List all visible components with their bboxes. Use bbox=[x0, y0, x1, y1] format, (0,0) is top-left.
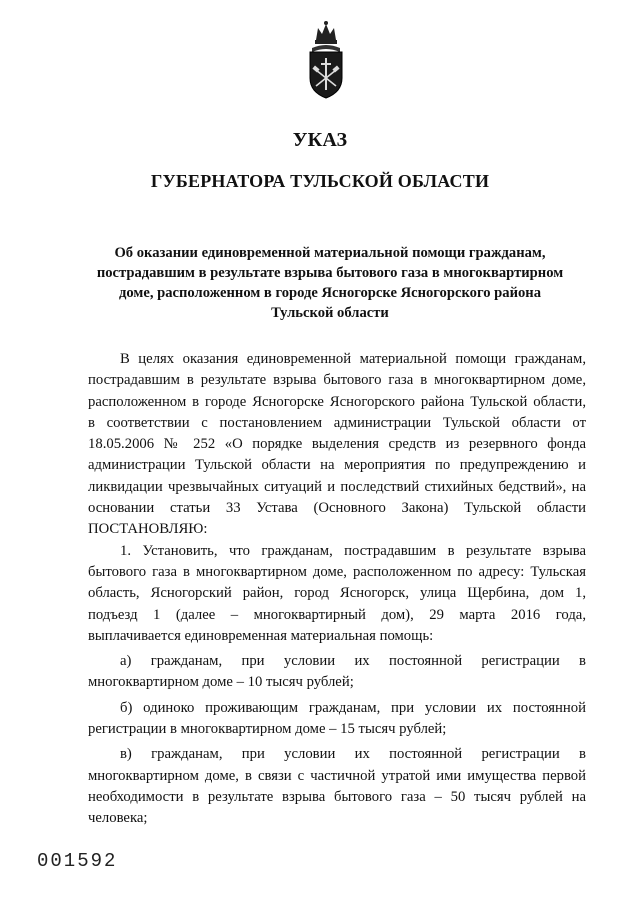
body-line: многоквартирном доме – 10 тысяч рублей; bbox=[88, 674, 354, 691]
body-line: ПОСТАНОВЛЯЮ: bbox=[88, 521, 208, 538]
body-line: ликвидации чрезвычайных ситуаций и последствий стихийных бедствий», на bbox=[88, 478, 586, 495]
item-b-paragraph bbox=[88, 698, 586, 741]
body-line: пострадавшим в результате взрыва бытового газа в многоквартирном доме, bbox=[88, 372, 586, 389]
subject-line: доме, расположенном в городе Ясногорске Ясногорского района bbox=[119, 285, 541, 301]
decree-subtitle: ГУБЕРНАТОРА ТУЛЬСКОЙ ОБЛАСТИ bbox=[150, 171, 490, 191]
body-line: регистрации в многоквартирном доме – 15 тысяч рублей; bbox=[88, 721, 447, 738]
body-line: основании статьи 33 Устава (Основного Закона) Тульской области bbox=[88, 500, 586, 517]
subject-line: пострадавшим в результате взрыва бытового газа в многоквартирном bbox=[96, 265, 564, 281]
subject-line: Тульской области bbox=[271, 305, 389, 321]
body-line: выплачивается единовременная материальная помощь: bbox=[88, 627, 434, 644]
body-line: 18.05.2006 № 252 «О порядке выделения средств из резервного фонда bbox=[88, 436, 586, 453]
body-line: расположенном в городе Ясногорске Ясногорского района Тульской области, bbox=[88, 393, 586, 410]
body-line: область, Ясногорский район, город Ясногорск, улица Щербина, дом 1, bbox=[88, 585, 586, 602]
decree-title: УКАЗ bbox=[292, 129, 348, 151]
decree-body bbox=[88, 349, 586, 830]
body-line: б) одиноко проживающим гражданам, при условии их постоянной bbox=[120, 699, 586, 716]
item-a-paragraph bbox=[88, 651, 586, 694]
body-line: подъезд 1 (далее – многоквартирный дом), 29 марта 2016 года, bbox=[88, 606, 586, 623]
tula-coat-of-arms-icon bbox=[302, 18, 350, 102]
body-line: 1. Установить, что гражданам, пострадавшим в результате взрыва bbox=[120, 542, 586, 559]
body-line: в соответствии с постановлением администрации Тульской области от bbox=[88, 414, 586, 431]
body-line: многоквартирном доме, в связи с частичной утратой ими имущества первой bbox=[88, 767, 586, 784]
body-line: В целях оказания единовременной материальной помощи гражданам, bbox=[120, 351, 586, 367]
body-line: администрации Тульской области на мероприятия по предупреждению и bbox=[88, 457, 586, 474]
preamble-paragraph bbox=[88, 349, 586, 541]
body-line: в) гражданам, при условии их постоянной регистрации в bbox=[120, 746, 586, 763]
item-c-paragraph bbox=[88, 744, 586, 829]
body-line: бытового газа в многоквартирном доме, расположенном по адресу: Тульская bbox=[88, 563, 586, 580]
item-1-paragraph bbox=[88, 541, 586, 647]
body-line: человека; bbox=[88, 810, 148, 827]
body-line: необходимости в результате взрыва бытового газа – 50 тысяч рублей на bbox=[88, 788, 586, 805]
subject-line: Об оказании единовременной материальной помощи гражданам, bbox=[114, 245, 546, 261]
body-line: а) гражданам, при условии их постоянной регистрации в bbox=[120, 653, 586, 670]
serial-number: 001592 bbox=[37, 850, 118, 872]
decree-subject bbox=[60, 243, 600, 323]
